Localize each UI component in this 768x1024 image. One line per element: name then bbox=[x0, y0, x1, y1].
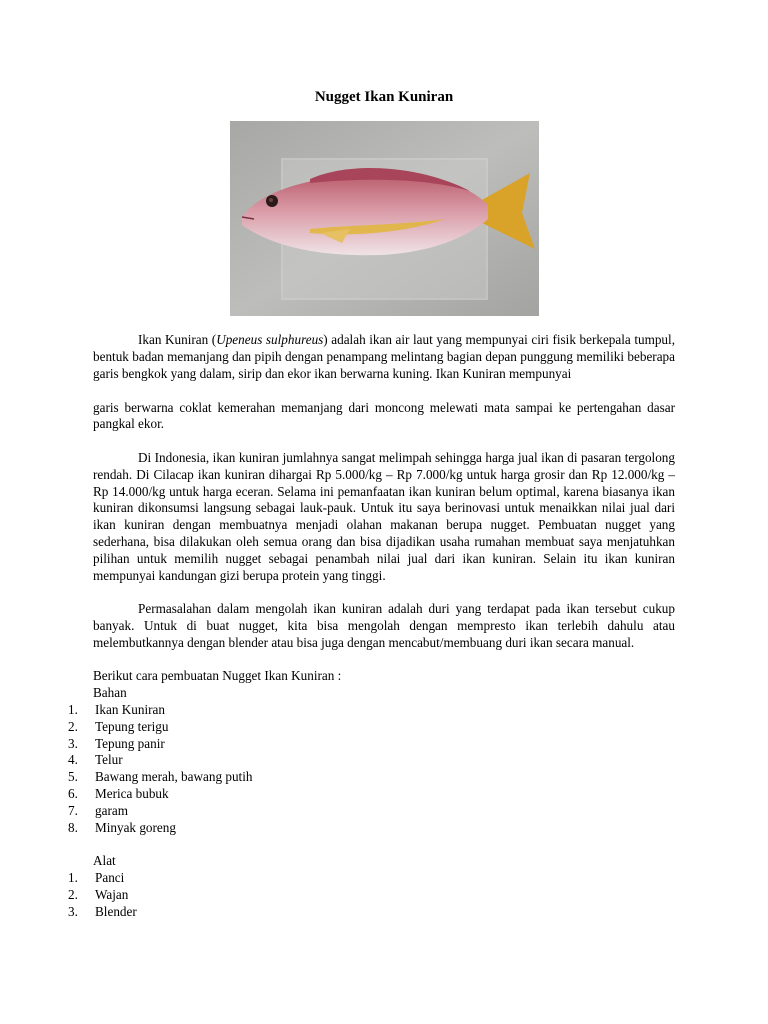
list-item: 7. garam bbox=[68, 802, 128, 818]
paragraph-background: Di Indonesia, ikan kuniran jumlahnya sangat melimpah sehingga harga jual ikan di pasaran tergolong rendah. Di Cilacap ikan kuniran dihargai Rp 5.000/kg – Rp 7.000/kg untuk harga grosir dan Rp 12.000/kg – Rp 14.000/kg untuk harga eceran. Selama ini pemanfaatan ikan kuniran belum optimal, karena biasanya ikan kuniran dikonsumsi langsung sebagai lauk-pauk. Untuk itu saya berinovasi untuk menaikkan nilai jual dari ikan kuniran dengan membuatnya menjadi olahan makanan berupa nugget. Pembuatan nugget yang sederhana, bisa dilakukan oleh semua orang dan bisa dijadikan usaha rumahan membuat saya menjatuhkan pilihan untuk memilih nugget sebagai penambah nilai jual dari ikan kuniran. Selain itu ikan kuniran mempunyai kandungan gizi berupa protein yang tinggi. bbox=[93, 450, 675, 583]
list-item: 6. Merica bubuk bbox=[68, 785, 169, 801]
list-item: 8. Minyak goreng bbox=[68, 819, 176, 835]
list-item: 4. Telur bbox=[68, 752, 123, 768]
bahan-heading: Bahan bbox=[93, 685, 127, 700]
list-item: 2. Tepung terigu bbox=[68, 718, 169, 734]
bahan-list bbox=[68, 702, 252, 836]
list-item: 1. Ikan Kuniran bbox=[68, 702, 165, 717]
list-item: 3. Tepung panir bbox=[68, 735, 165, 751]
list-item: 1. Panci bbox=[68, 870, 125, 885]
alat-heading: Alat bbox=[93, 853, 116, 868]
alat-list bbox=[68, 870, 137, 920]
page-title: Nugget Ikan Kuniran bbox=[314, 89, 454, 105]
list-item: 2. Wajan bbox=[68, 886, 129, 902]
paragraph-intro: Ikan Kuniran (Upeneus sulphureus) adalah ikan air laut yang mempunyai ciri fisik berkepala tumpul, bentuk badan memanjang dan pipih dengan penampang melintang bagian depan punggung memiliki beberapa garis bengkok yang dalam, sirip dan ekor ikan berwarna kuning. Ikan Kuniran mempunyai bbox=[93, 332, 675, 381]
list-item: 5. Bawang merah, bawang putih bbox=[68, 769, 253, 785]
recipe-intro: Berikut cara pembuatan Nugget Ikan Kuniran : bbox=[93, 668, 342, 683]
fish-photo bbox=[230, 121, 539, 316]
paragraph-problem: Permasalahan dalam mengolah ikan kuniran adalah duri yang terdapat pada ikan tersebut cukup banyak. Untuk di buat nugget, kita bisa mengolah dengan mempresto ikan terlebih dahulu atau melembutkannya dengan blender atau bisa juga dengan mencabut/membuang duri ikan secara manual. bbox=[93, 601, 675, 650]
scientific-name: Upeneus sulphureus bbox=[216, 332, 324, 347]
paragraph-intro-cont: garis berwarna coklat kemerahan memanjang dari moncong melewati mata sampai ke pertengahan dasar pangkal ekor. bbox=[93, 399, 675, 432]
list-item: 3. Blender bbox=[68, 903, 137, 919]
